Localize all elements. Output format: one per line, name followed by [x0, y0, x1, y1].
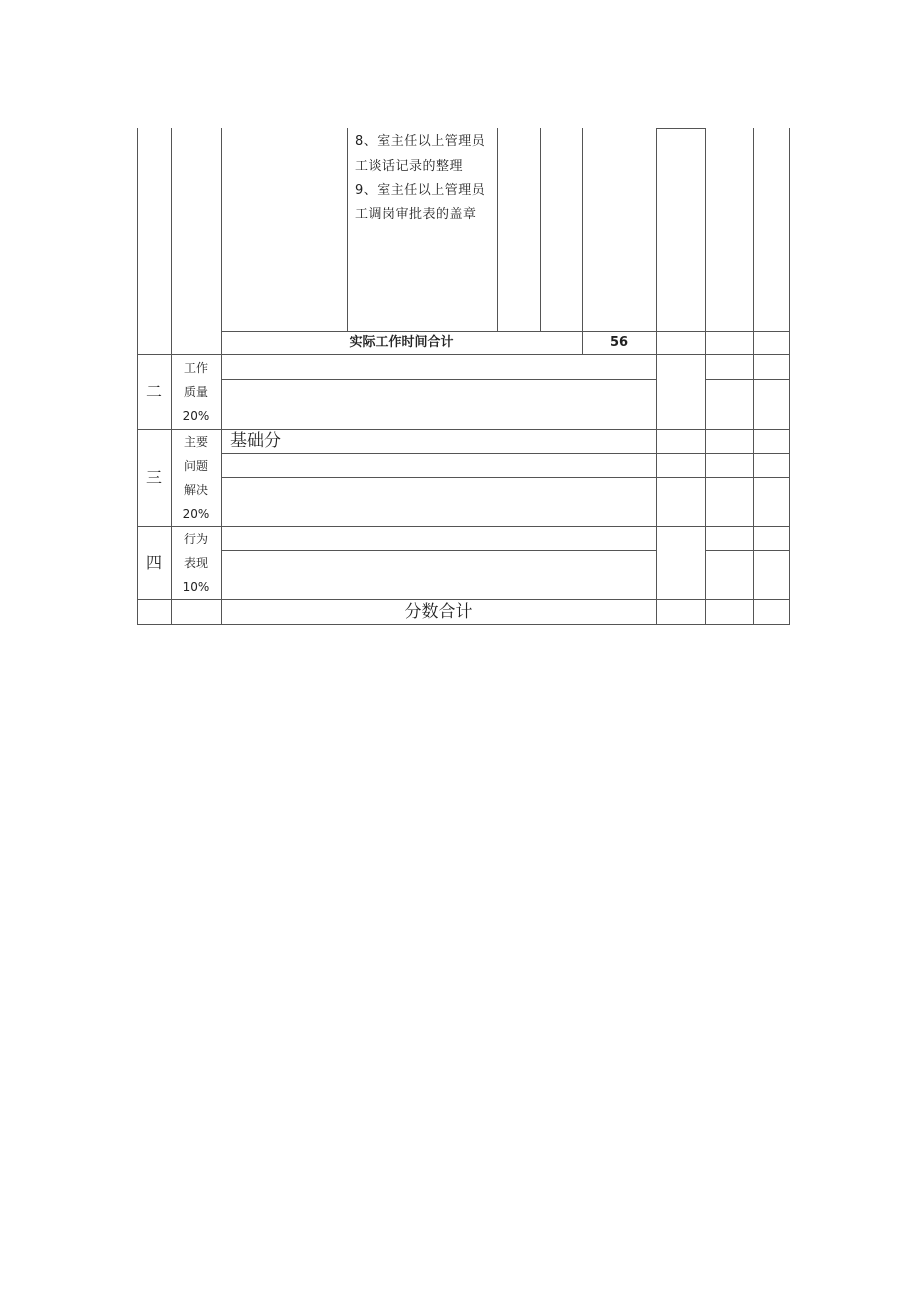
section-label-line: 工作: [183, 361, 208, 375]
base-score-label: 基础分: [230, 431, 281, 451]
task-line: 9、室主任以上管理员: [355, 183, 486, 198]
task-line: 工调岗审批表的盖章: [355, 207, 477, 222]
section-label-line: 20%: [182, 409, 210, 423]
col-line-score: [656, 128, 657, 624]
section-label-line: 主要: [183, 435, 208, 449]
row-line-sec2-mid-r: [705, 379, 790, 380]
row-line-sec2-top: [137, 354, 790, 355]
work-time-total-label: 实际工作时间合计: [349, 335, 454, 350]
section-index: 四: [145, 553, 162, 572]
section-label-line: 表现: [183, 556, 208, 570]
col-line-task-right: [497, 128, 498, 331]
task-line: 工谈话记录的整理: [355, 159, 464, 174]
border-bottom: [137, 624, 790, 625]
row-line-sec4-mid: [221, 550, 656, 551]
row-line-sec4-top: [137, 526, 790, 527]
col-line-b: [582, 128, 583, 354]
section-label-line: 20%: [182, 507, 210, 521]
score-total-label: 分数合计: [404, 602, 473, 622]
score-box-top: [656, 128, 706, 129]
col-line-a: [540, 128, 541, 331]
section-index: 三: [145, 468, 162, 487]
section-label-line: 10%: [182, 580, 210, 594]
work-time-total-value: 56: [609, 335, 629, 350]
section-index: 二: [145, 382, 162, 401]
row-line-sec2-mid: [221, 379, 656, 380]
section-label-line: 解决: [183, 483, 208, 497]
row-line-sec3-a: [221, 453, 790, 454]
row-line-sec4-mid-r: [705, 550, 790, 551]
row-line-sec3-b: [221, 477, 790, 478]
section-label-line: 质量: [183, 385, 208, 399]
section-label-line: 问题: [183, 459, 208, 473]
section-label-line: 行为: [183, 532, 208, 546]
col-line-task-left: [347, 128, 348, 331]
task-line: 8、室主任以上管理员: [355, 134, 486, 149]
